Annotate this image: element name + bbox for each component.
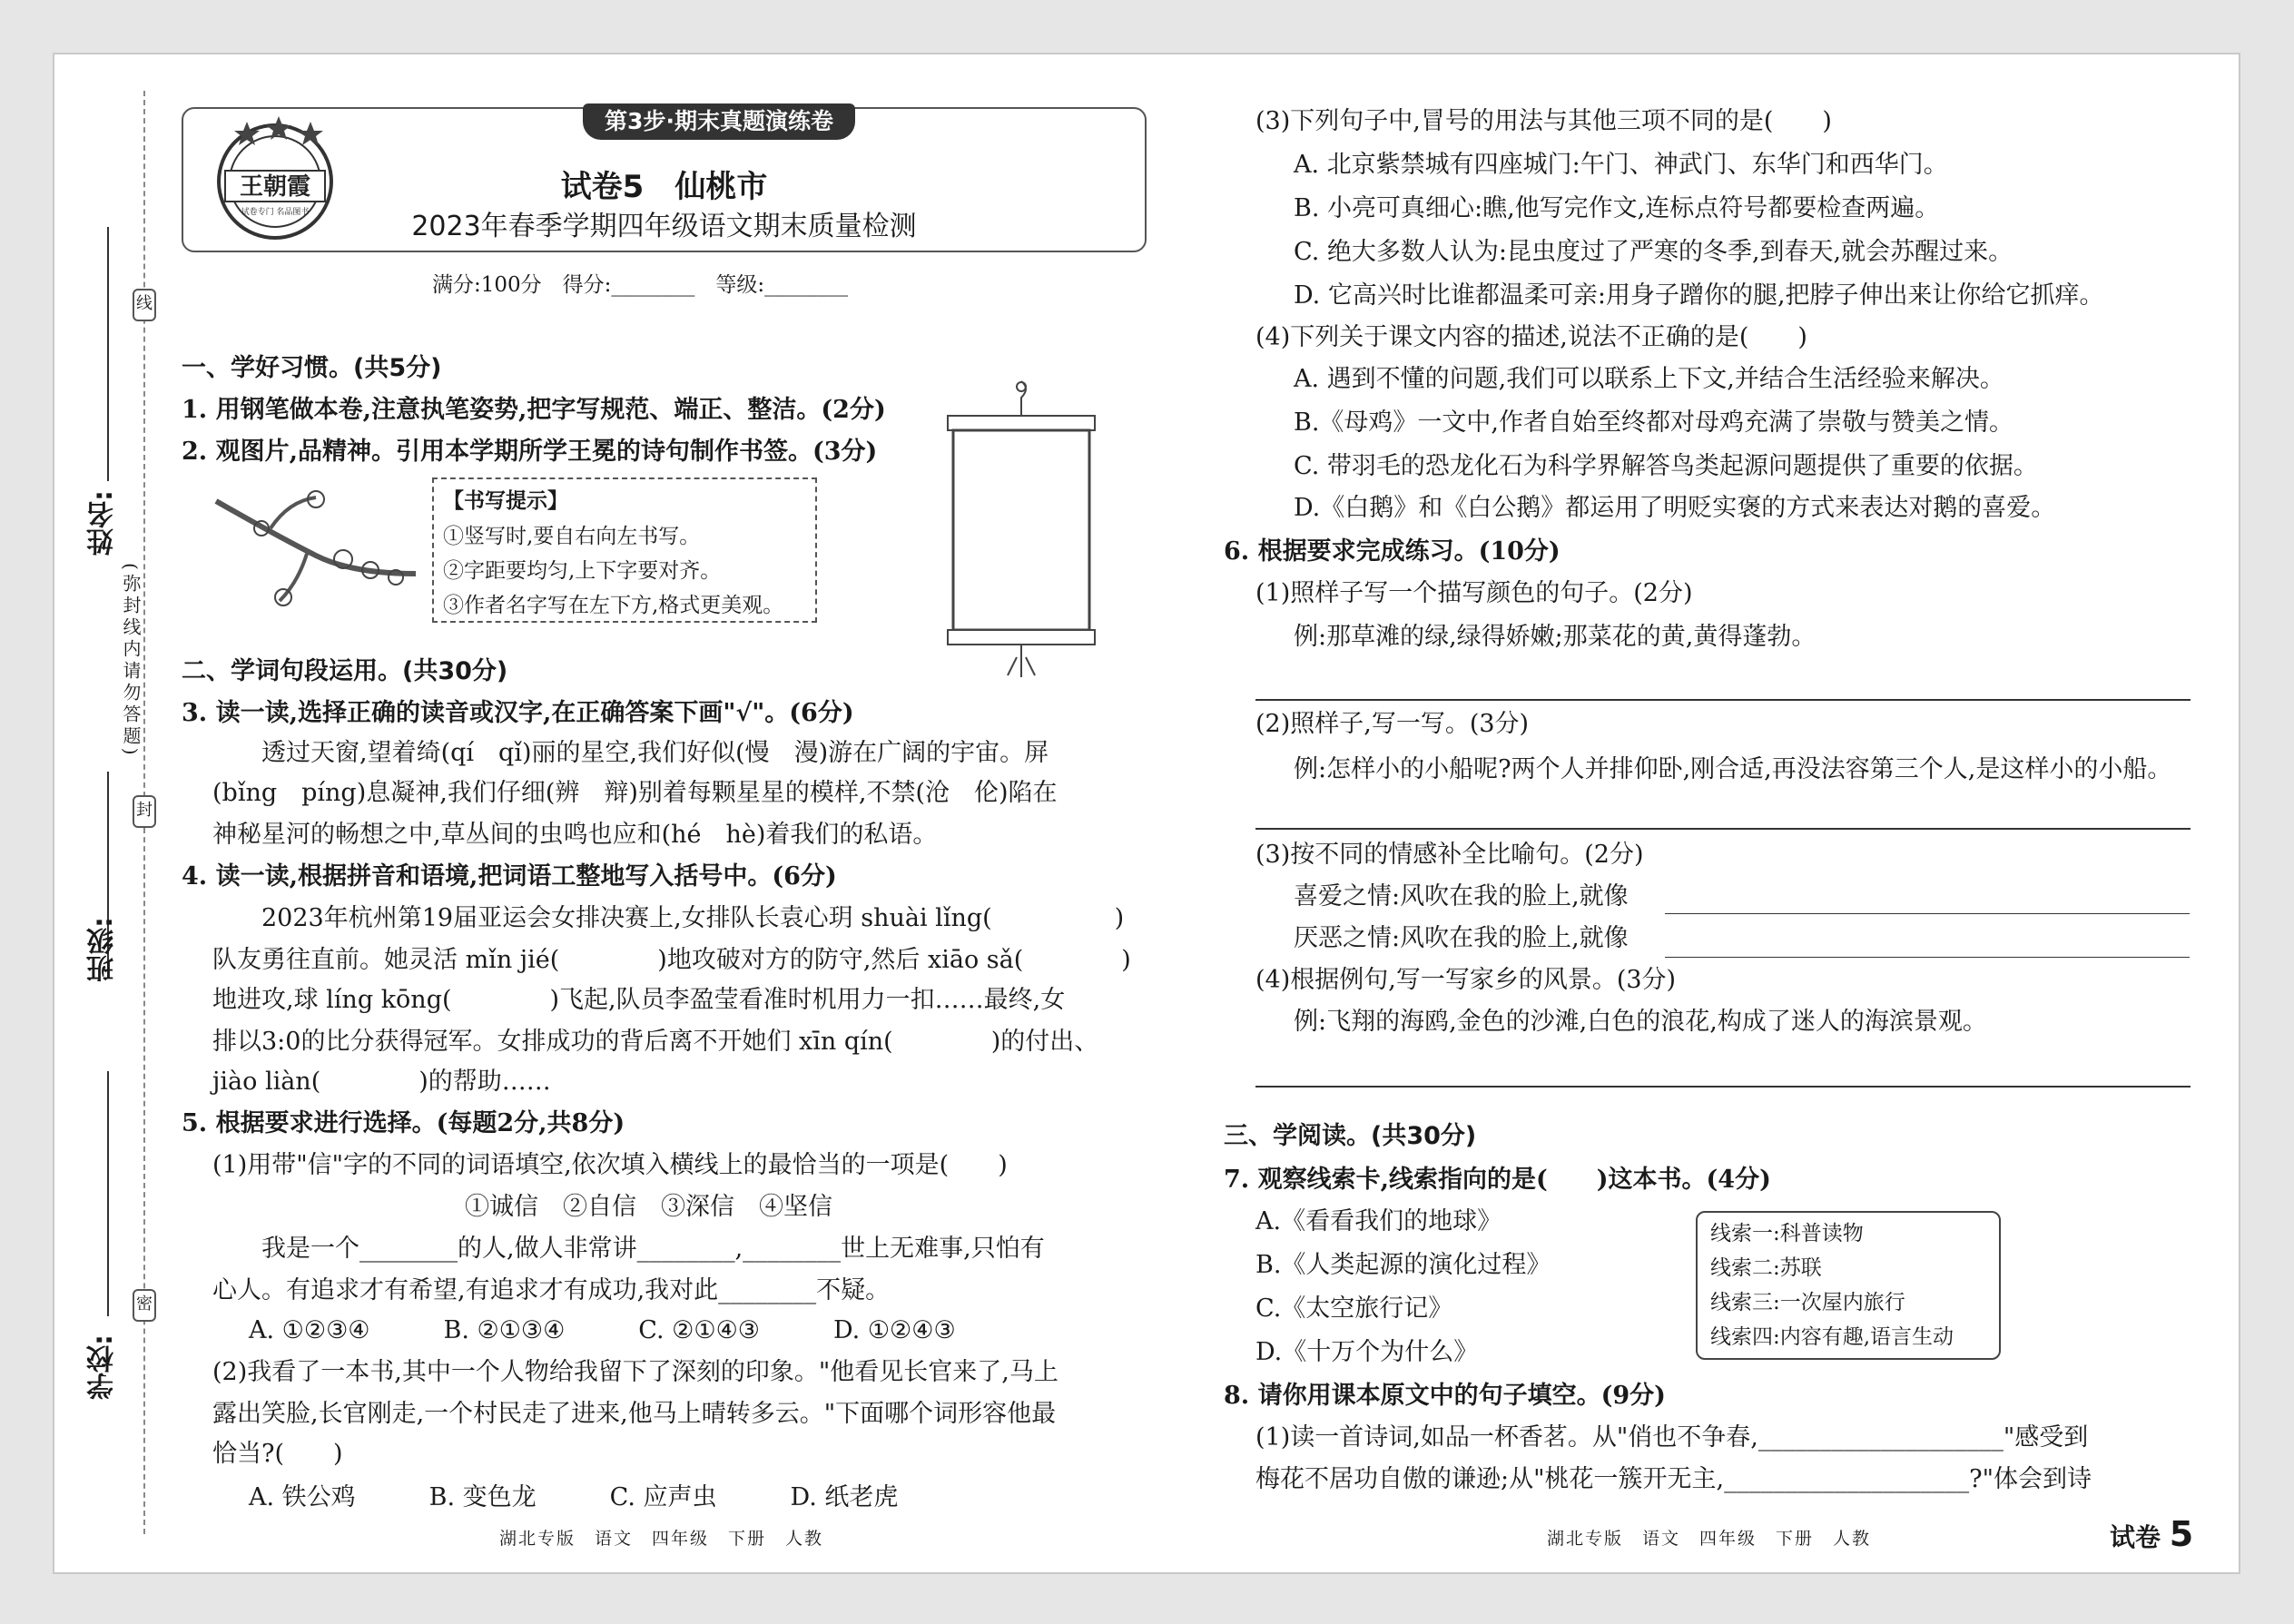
left-line-9: 2023年杭州第19届亚运会女排决赛上,女排队长袁心玥 shuài lǐng( ) — [212, 904, 1125, 932]
clue-1: 线索一:科普读物 — [1710, 1222, 1864, 1245]
paper-subtitle: 2023年春季学期四年级语文期末质量检测 — [411, 211, 917, 242]
right-line-16: 喜爱之情:风吹在我的脸上,就像 — [1294, 882, 1629, 910]
clue-3: 线索三:一次屋内旅行 — [1710, 1291, 1905, 1314]
logo-text: 王朝霞 — [239, 173, 311, 201]
class-label: 班级: — [87, 917, 119, 982]
left-line-23: A. 铁公鸡 B. 变色龙 C. 应声虫 D. 纸老虎 — [249, 1483, 899, 1511]
right-line-17: 厌恶之情:风吹在我的脸上,就像 — [1294, 924, 1629, 952]
right-line-14: 例:怎样小的小船呢?两个人并排仰卧,刚合适,再没法容第三个人,是这样小的小船。 — [1294, 755, 2172, 783]
page-label: 试卷 — [2110, 1522, 2161, 1552]
left-line-6: (bǐng píng)息凝神,我们仔细(辨 辩)别着每颗星星的模样,不禁(沧 伦)陷在 — [212, 779, 1058, 807]
school-field[interactable] — [107, 1071, 109, 1316]
right-line-2: B. 小亮可真细心:瞧,他写完作文,连标点符号都要检查两遍。 — [1294, 194, 1940, 222]
name-label: 姓名: — [87, 490, 119, 556]
right-line-12: 例:那草滩的绿,绿得娇嫩;那菜花的黄,黄得蓬勃。 — [1294, 623, 1816, 651]
left-line-18: 心人。有追求才有希望,有追求才有成功,我对此________不疑。 — [212, 1276, 891, 1304]
right-line-5: (4)下列关于课文内容的描述,说法不正确的是( ) — [1255, 323, 1807, 351]
right-line-20: 三、学阅读。(共30分) — [1224, 1122, 1477, 1150]
page-number-value: 5 — [2169, 1514, 2194, 1554]
left-line-20: (2)我看了一本书,其中一个人物给我留下了深刻的印象。"他看见长官来了,马上 — [212, 1358, 1058, 1386]
right-line-24: C.《太空旅行记》 — [1255, 1294, 1453, 1323]
answer-line-6-2[interactable] — [1255, 828, 2191, 830]
right-line-4: D. 它高兴时比谁都温柔可亲:用身子蹭你的腿,把脖子伸出来让你给它抓痒。 — [1294, 281, 2104, 310]
left-line-5: 透过天窗,望着绮(qí qǐ)丽的星空,我们好似(慢 漫)游在广阔的宇宙。屏 — [212, 739, 1049, 767]
answer-line-6-3b[interactable] — [1665, 957, 2190, 958]
right-line-15: (3)按不同的情感补全比喻句。(2分) — [1255, 841, 1644, 869]
footer-left: 湖北专版 语文 四年级 下册 人教 — [499, 1529, 824, 1549]
right-line-19: 例:飞翔的海鸥,金色的沙滩,白色的浪花,构成了迷人的海滨景观。 — [1294, 1008, 1987, 1036]
score-line: 满分:100分 得分:________ 等级:________ — [432, 273, 849, 297]
name-field[interactable] — [107, 227, 109, 481]
right-line-11: (1)照样子写一个描写颜色的句子。(2分) — [1255, 579, 1693, 607]
right-line-0: (3)下列句子中,冒号的用法与其他三项不同的是( ) — [1255, 107, 1832, 135]
left-line-16: ①诚信 ②自信 ③深信 ④坚信 — [465, 1193, 832, 1221]
right-line-26: 8. 请你用课本原文中的句子填空。(9分) — [1224, 1382, 1666, 1410]
left-line-3: 二、学词句段运用。(共30分) — [182, 657, 508, 685]
left-line-11: 地进攻,球 líng kōng( )飞起,队员李盈莹看准时机用力一扣……最终,女 — [212, 986, 1066, 1014]
exam-header — [182, 107, 1147, 252]
right-line-21: 7. 观察线索卡,线索指向的是( )这本书。(4分) — [1224, 1166, 1771, 1194]
right-line-8: C. 带羽毛的恐龙化石为科学界解答鸟类起源问题提供了重要的依据。 — [1294, 452, 2038, 480]
right-line-27: (1)读一首诗词,如品一杯香茗。从"俏也不争春,____________________"感受到 — [1255, 1423, 2089, 1452]
seal-mark-xian: 线 — [133, 289, 156, 321]
right-line-23: B.《人类起源的演化过程》 — [1255, 1251, 1551, 1279]
right-line-28: 梅花不居功自傲的谦逊;从"桃花一簇开无主,____________________?"体会到诗 — [1255, 1465, 2092, 1493]
left-line-7: 神秘星河的畅想之中,草丛间的虫鸣也应和(hé hè)着我们的私语。 — [212, 821, 938, 849]
clue-card — [1696, 1211, 2001, 1360]
left-line-22: 恰当?( ) — [212, 1440, 343, 1468]
right-line-10: 6. 根据要求完成练习。(10分) — [1224, 537, 1561, 566]
seal-note: (弥封线内请勿答题) — [120, 563, 142, 759]
page-number — [2110, 1514, 2193, 1554]
plum-blossom-illustration — [207, 483, 425, 619]
answer-line-6-1[interactable] — [1255, 699, 2191, 701]
left-line-21: 露出笑脸,长官刚走,一个村民走了进来,他马上晴转多云。"下面哪个词形容他最 — [212, 1400, 1057, 1428]
left-line-0: 一、学好习惯。(共5分) — [182, 354, 442, 382]
writing-tips-box — [432, 477, 817, 623]
right-line-22: A.《看看我们的地球》 — [1255, 1207, 1502, 1235]
bookmark-frame[interactable] — [935, 379, 1108, 679]
paper-title: 试卷5 仙桃市 — [560, 169, 768, 205]
writing-tip-3: ③作者名字写在左下方,格式更美观。 — [443, 594, 784, 617]
left-line-15: (1)用带"信"字的不同的词语填空,依次填入横线上的最恰当的一项是( ) — [212, 1151, 1008, 1179]
left-line-2: 2. 观图片,品精神。引用本学期所学王冕的诗句制作书签。(3分) — [182, 438, 878, 466]
left-line-13: jiào liàn( )的帮助…… — [212, 1068, 551, 1096]
clue-2: 线索二:苏联 — [1710, 1256, 1822, 1280]
seal-mark-mi: 密 — [133, 1289, 156, 1322]
left-line-4: 3. 读一读,选择正确的读音或汉字,在正确答案下画"√"。(6分) — [182, 699, 854, 727]
answer-line-6-4[interactable] — [1255, 1086, 2191, 1088]
answer-line-6-3a[interactable] — [1665, 913, 2190, 914]
footer-right: 湖北专版 语文 四年级 下册 人教 — [1547, 1529, 1872, 1549]
school-label: 学校: — [87, 1334, 119, 1400]
writing-tips-title: 【书写提示】 — [443, 488, 568, 513]
clue-4: 线索四:内容有趣,语言生动 — [1710, 1325, 1954, 1349]
left-line-14: 5. 根据要求进行选择。(每题2分,共8分) — [182, 1109, 625, 1137]
left-line-19: A. ①②③④ B. ②①③④ C. ②①④③ D. ①②④③ — [249, 1316, 956, 1344]
right-line-1: A. 北京紫禁城有四座城门:午门、神武门、东华门和西华门。 — [1294, 151, 1948, 179]
right-line-13: (2)照样子,写一写。(3分) — [1255, 710, 1530, 738]
left-line-1: 1. 用钢笔做本卷,注意执笔姿势,把字写规范、端正、整洁。(2分) — [182, 396, 886, 424]
right-line-9: D.《白鹅》和《白公鹅》都运用了明贬实褒的方式来表达对鹅的喜爱。 — [1294, 494, 2056, 522]
writing-tip-2: ②字距要均匀,上下字要对齐。 — [443, 559, 722, 583]
right-line-6: A. 遇到不懂的问题,我们可以联系上下文,并结合生活经验来解决。 — [1294, 365, 2004, 393]
step-badge: 第3步·期末真题演练卷 — [583, 103, 855, 140]
left-line-10: 队友勇往直前。她灵活 mǐn jié( )地攻破对方的防守,然后 xiāo sǎ( ) — [212, 946, 1131, 974]
seal-mark-feng: 封 — [133, 795, 156, 828]
right-line-7: B.《母鸡》一文中,作者自始至终都对母鸡充满了崇敬与赞美之情。 — [1294, 408, 2014, 437]
left-line-12: 排以3:0的比分获得冠军。女排成功的背后离不开她们 xīn qín( )的付出、 — [212, 1028, 1099, 1056]
right-line-3: C. 绝大多数人认为:昆虫度过了严寒的冬季,到春天,就会苏醒过来。 — [1294, 238, 2013, 266]
right-line-18: (4)根据例句,写一写家乡的风景。(3分) — [1255, 966, 1677, 994]
right-line-25: D.《十万个为什么》 — [1255, 1338, 1479, 1366]
logo-subtext: 试卷专门 名品图书 — [241, 208, 310, 217]
writing-tip-1: ①竖写时,要自右向左书写。 — [443, 525, 701, 548]
left-line-17: 我是一个________的人,做人非常讲________,________世上无难事,只怕有 — [212, 1235, 1045, 1263]
left-line-8: 4. 读一读,根据拼音和语境,把词语工整地写入括号中。(6分) — [182, 862, 837, 891]
